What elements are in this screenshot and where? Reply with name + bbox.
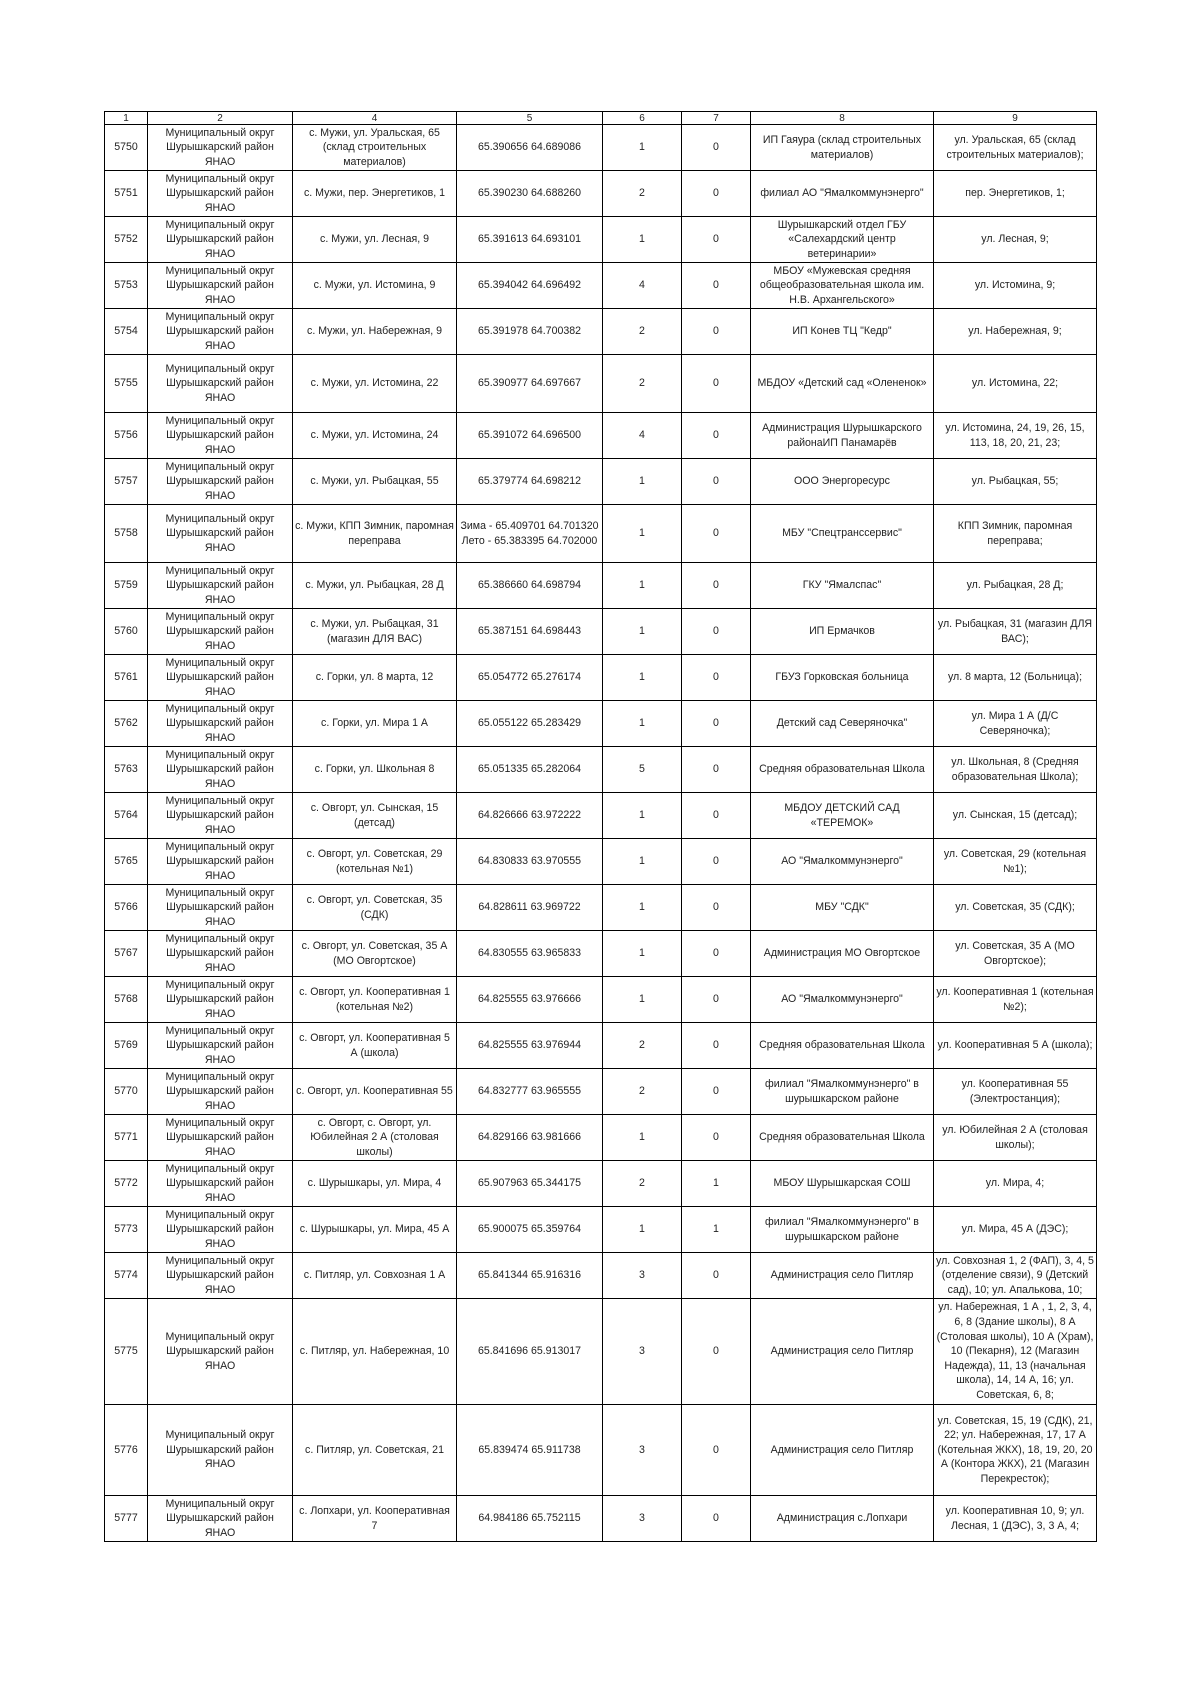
count-cell: 1 <box>603 701 682 747</box>
header-col-8: 8 <box>751 112 934 125</box>
count-cell: 5 <box>603 747 682 793</box>
row-number-cell: 5754 <box>105 309 148 355</box>
address-cell: с. Мужи, ул. Истомина, 24 <box>293 413 457 459</box>
table-row <box>105 977 1097 1023</box>
owner-cell: МБУ "СДК" <box>751 885 934 931</box>
volume-cell: 1 <box>682 1161 751 1207</box>
owner-cell: АО "Ямалкоммунэнерго" <box>751 977 934 1023</box>
coordinates-cell: 64.825555 63.976944 <box>457 1023 603 1069</box>
owner-cell: филиал "Ямалкоммунэнерго" в шурышкарском районе <box>751 1207 934 1253</box>
municipality-cell: Муниципальный округ Шурышкарский район ЯНАО <box>148 977 293 1023</box>
address-cell: с. Овгорт, ул. Кооперативная 1 (котельная №2) <box>293 977 457 1023</box>
municipality-cell: Муниципальный округ Шурышкарский район ЯНАО <box>148 1253 293 1299</box>
table-row <box>105 885 1097 931</box>
row-number-cell: 5775 <box>105 1299 148 1405</box>
coordinates-cell: Зима - 65.409701 64.701320 Лето - 65.383395 64.702000 <box>457 505 603 563</box>
address-cell: с. Овгорт, ул. Кооперативная 55 <box>293 1069 457 1115</box>
address-cell: с. Овгорт, с. Овгорт, ул. Юбилейная 2 А (столовая школы) <box>293 1115 457 1161</box>
address-cell: с. Питляр, ул. Совхозная 1 А <box>293 1253 457 1299</box>
owner-cell: ГКУ "Ямалспас" <box>751 563 934 609</box>
served-objects-cell: ул. Мира, 45 А (ДЭС); <box>934 1207 1097 1253</box>
volume-cell: 0 <box>682 459 751 505</box>
address-cell: с. Мужи, ул. Рыбацкая, 28 Д <box>293 563 457 609</box>
count-cell: 1 <box>603 977 682 1023</box>
coordinates-cell: 64.826666 63.972222 <box>457 793 603 839</box>
municipality-cell: Муниципальный округ Шурышкарский район ЯНАО <box>148 217 293 263</box>
owner-cell: Средняя образовательная Школа <box>751 747 934 793</box>
address-cell: с. Овгорт, ул. Кооперативная 5 А (школа) <box>293 1023 457 1069</box>
municipality-cell: Муниципальный округ Шурышкарский район ЯНАО <box>148 1115 293 1161</box>
row-number-cell: 5772 <box>105 1161 148 1207</box>
served-objects-cell: ул. Советская, 35 А (МО Овгортское); <box>934 931 1097 977</box>
owner-cell: ИП Конев ТЦ "Кедр" <box>751 309 934 355</box>
row-number-cell: 5759 <box>105 563 148 609</box>
address-cell: с. Мужи, ул. Набережная, 9 <box>293 309 457 355</box>
count-cell: 1 <box>603 931 682 977</box>
row-number-cell: 5757 <box>105 459 148 505</box>
table-row <box>105 609 1097 655</box>
count-cell: 1 <box>603 885 682 931</box>
address-cell: с. Шурышкары, ул. Мира, 4 <box>293 1161 457 1207</box>
row-number-cell: 5774 <box>105 1253 148 1299</box>
coordinates-cell: 65.839474 65.911738 <box>457 1405 603 1496</box>
owner-cell: Администрация село Питляр <box>751 1405 934 1496</box>
header-col-4: 4 <box>293 112 457 125</box>
count-cell: 1 <box>603 793 682 839</box>
municipality-cell: Муниципальный округ Шурышкарский район ЯНАО <box>148 1405 293 1496</box>
row-number-cell: 5773 <box>105 1207 148 1253</box>
row-number-cell: 5753 <box>105 263 148 309</box>
coordinates-cell: 65.387151 64.698443 <box>457 609 603 655</box>
owner-cell: филиал "Ямалкоммунэнерго" в шурышкарском районе <box>751 1069 934 1115</box>
table-row <box>105 1299 1097 1405</box>
count-cell: 2 <box>603 309 682 355</box>
served-objects-cell: КПП Зимник, паромная переправа; <box>934 505 1097 563</box>
volume-cell: 0 <box>682 609 751 655</box>
address-cell: с. Мужи, ул. Истомина, 9 <box>293 263 457 309</box>
served-objects-cell: ул. Истомина, 24, 19, 26, 15, 113, 18, 20, 21, 23; <box>934 413 1097 459</box>
volume-cell: 0 <box>682 263 751 309</box>
address-cell: с. Горки, ул. 8 марта, 12 <box>293 655 457 701</box>
served-objects-cell: ул. Сынская, 15 (детсад); <box>934 793 1097 839</box>
volume-cell: 0 <box>682 655 751 701</box>
count-cell: 3 <box>603 1253 682 1299</box>
served-objects-cell: ул. Советская, 29 (котельная №1); <box>934 839 1097 885</box>
count-cell: 3 <box>603 1299 682 1405</box>
count-cell: 2 <box>603 1161 682 1207</box>
row-number-cell: 5764 <box>105 793 148 839</box>
coordinates-cell: 65.391978 64.700382 <box>457 309 603 355</box>
count-cell: 2 <box>603 171 682 217</box>
served-objects-cell: ул. Мира, 4; <box>934 1161 1097 1207</box>
row-number-cell: 5750 <box>105 125 148 171</box>
address-cell: с. Питляр, ул. Советская, 21 <box>293 1405 457 1496</box>
address-cell: с. Овгорт, ул. Советская, 35 А (МО Овгортское) <box>293 931 457 977</box>
count-cell: 4 <box>603 263 682 309</box>
row-number-cell: 5761 <box>105 655 148 701</box>
owner-cell: Администрация село Питляр <box>751 1299 934 1405</box>
volume-cell: 0 <box>682 1023 751 1069</box>
volume-cell: 0 <box>682 1253 751 1299</box>
municipality-cell: Муниципальный округ Шурышкарский район ЯНАО <box>148 931 293 977</box>
municipality-cell: Муниципальный округ Шурышкарский район ЯНАО <box>148 171 293 217</box>
address-cell: с. Мужи, ул. Истомина, 22 <box>293 355 457 413</box>
row-number-cell: 5767 <box>105 931 148 977</box>
address-cell: с. Горки, ул. Мира 1 А <box>293 701 457 747</box>
table-row <box>105 217 1097 263</box>
count-cell: 4 <box>603 413 682 459</box>
volume-cell: 0 <box>682 355 751 413</box>
table-row <box>105 839 1097 885</box>
count-cell: 3 <box>603 1496 682 1542</box>
municipality-cell: Муниципальный округ Шурышкарский район ЯНАО <box>148 309 293 355</box>
served-objects-cell: ул. Советская, 35 (СДК); <box>934 885 1097 931</box>
coordinates-cell: 65.391613 64.693101 <box>457 217 603 263</box>
served-objects-cell: ул. Набережная, 1 А , 1, 2, 3, 4, 6, 8 (Здание школы), 8 А (Столовая школы), 10 А (Храм), 10 (Пекарня), 12 (Магазин Надежда), 11, 13 (начальная школа), 14, 14 А, 16; ул. Советская, 6, 8; <box>934 1299 1097 1405</box>
table-row <box>105 355 1097 413</box>
table-row <box>105 1161 1097 1207</box>
served-objects-cell: ул. 8 марта, 12 (Больница); <box>934 655 1097 701</box>
header-col-5: 5 <box>457 112 603 125</box>
served-objects-cell: ул. Кооперативная 55 (Электростанция); <box>934 1069 1097 1115</box>
coordinates-cell: 64.829166 63.981666 <box>457 1115 603 1161</box>
owner-cell: Шурышкарский отдел ГБУ «Салехардский центр ветеринарии» <box>751 217 934 263</box>
coordinates-cell: 64.830833 63.970555 <box>457 839 603 885</box>
table-row <box>105 747 1097 793</box>
address-cell: с. Лопхари, ул. Кооперативная 7 <box>293 1496 457 1542</box>
served-objects-cell: ул. Юбилейная 2 А (столовая школы); <box>934 1115 1097 1161</box>
volume-cell: 0 <box>682 563 751 609</box>
count-cell: 3 <box>603 1405 682 1496</box>
municipality-cell: Муниципальный округ Шурышкарский район ЯНАО <box>148 1161 293 1207</box>
table-row <box>105 1069 1097 1115</box>
served-objects-cell: ул. Истомина, 22; <box>934 355 1097 413</box>
municipality-cell: Муниципальный округ Шурышкарский район ЯНАО <box>148 1023 293 1069</box>
coordinates-cell: 65.394042 64.696492 <box>457 263 603 309</box>
coordinates-cell: 65.051335 65.282064 <box>457 747 603 793</box>
count-cell: 1 <box>603 505 682 563</box>
volume-cell: 0 <box>682 309 751 355</box>
coordinates-cell: 65.386660 64.698794 <box>457 563 603 609</box>
municipality-cell: Муниципальный округ Шурышкарский район ЯНАО <box>148 563 293 609</box>
count-cell: 1 <box>603 839 682 885</box>
municipality-cell: Муниципальный округ Шурышкарский район ЯНАО <box>148 1069 293 1115</box>
table-row <box>105 1207 1097 1253</box>
served-objects-cell: ул. Набережная, 9; <box>934 309 1097 355</box>
table-row <box>105 171 1097 217</box>
count-cell: 1 <box>603 125 682 171</box>
table-row <box>105 125 1097 171</box>
volume-cell: 0 <box>682 505 751 563</box>
municipality-cell: Муниципальный округ Шурышкарский район ЯНАО <box>148 263 293 309</box>
municipality-cell: Муниципальный округ Шурышкарский район ЯНАО <box>148 413 293 459</box>
municipality-cell: Муниципальный округ Шурышкарский район ЯНАО <box>148 1207 293 1253</box>
address-cell: с. Мужи, ул. Рыбацкая, 55 <box>293 459 457 505</box>
coordinates-cell: 65.900075 65.359764 <box>457 1207 603 1253</box>
owner-cell: ГБУЗ Горковская больница <box>751 655 934 701</box>
coordinates-cell: 64.828611 63.969722 <box>457 885 603 931</box>
row-number-cell: 5758 <box>105 505 148 563</box>
owner-cell: Детский сад Северяночка" <box>751 701 934 747</box>
table-row <box>105 505 1097 563</box>
volume-cell: 0 <box>682 1405 751 1496</box>
coordinates-cell: 65.390977 64.697667 <box>457 355 603 413</box>
owner-cell: Администрация село Питляр <box>751 1253 934 1299</box>
row-number-cell: 5752 <box>105 217 148 263</box>
table-row <box>105 931 1097 977</box>
row-number-cell: 5776 <box>105 1405 148 1496</box>
owner-cell: ООО Энергоресурс <box>751 459 934 505</box>
table-row <box>105 655 1097 701</box>
coordinates-cell: 65.379774 64.698212 <box>457 459 603 505</box>
row-number-cell: 5770 <box>105 1069 148 1115</box>
volume-cell: 0 <box>682 793 751 839</box>
owner-cell: АО "Ямалкоммунэнерго" <box>751 839 934 885</box>
owner-cell: Администрация МО Овгортское <box>751 931 934 977</box>
served-objects-cell: ул. Кооперативная 5 А (школа); <box>934 1023 1097 1069</box>
volume-cell: 0 <box>682 977 751 1023</box>
coordinates-cell: 65.390230 64.688260 <box>457 171 603 217</box>
table-row <box>105 1405 1097 1496</box>
owner-cell: МБОУ «Мужевская средняя общеобразовательная школа им. Н.В. Архангельского» <box>751 263 934 309</box>
served-objects-cell: ул. Рыбацкая, 55; <box>934 459 1097 505</box>
coordinates-cell: 64.832777 63.965555 <box>457 1069 603 1115</box>
coordinates-cell: 64.830555 63.965833 <box>457 931 603 977</box>
municipality-cell: Муниципальный округ Шурышкарский район ЯНАО <box>148 747 293 793</box>
owner-cell: МБДОУ ДЕТСКИЙ САД «ТЕРЕМОК» <box>751 793 934 839</box>
coordinates-cell: 65.391072 64.696500 <box>457 413 603 459</box>
count-cell: 1 <box>603 563 682 609</box>
count-cell: 2 <box>603 1023 682 1069</box>
address-cell: с. Мужи, ул. Уральская, 65 (склад строительных материалов) <box>293 125 457 171</box>
table-row <box>105 263 1097 309</box>
row-number-cell: 5763 <box>105 747 148 793</box>
municipality-cell: Муниципальный округ Шурышкарский район ЯНАО <box>148 1496 293 1542</box>
volume-cell: 0 <box>682 747 751 793</box>
volume-cell: 0 <box>682 1069 751 1115</box>
count-cell: 1 <box>603 459 682 505</box>
header-col-7: 7 <box>682 112 751 125</box>
coordinates-cell: 65.054772 65.276174 <box>457 655 603 701</box>
count-cell: 1 <box>603 1115 682 1161</box>
count-cell: 1 <box>603 1207 682 1253</box>
address-cell: с. Овгорт, ул. Сынская, 15 (детсад) <box>293 793 457 839</box>
table-row <box>105 1496 1097 1542</box>
address-cell: с. Овгорт, ул. Советская, 29 (котельная №1) <box>293 839 457 885</box>
municipality-cell: Муниципальный округ Шурышкарский район ЯНАО <box>148 609 293 655</box>
owner-cell: МБДОУ «Детский сад «Олененок» <box>751 355 934 413</box>
volume-cell: 0 <box>682 1496 751 1542</box>
coordinates-cell: 65.841344 65.916316 <box>457 1253 603 1299</box>
row-number-cell: 5768 <box>105 977 148 1023</box>
served-objects-cell: ул. Кооперативная 10, 9; ул. Лесная, 1 (ДЭС), 3, 3 А, 4; <box>934 1496 1097 1542</box>
row-number-cell: 5769 <box>105 1023 148 1069</box>
coordinates-cell: 64.984186 65.752115 <box>457 1496 603 1542</box>
address-cell: с. Мужи, ул. Лесная, 9 <box>293 217 457 263</box>
container-sites-table <box>104 111 1097 1542</box>
owner-cell: Средняя образовательная Школа <box>751 1023 934 1069</box>
row-number-cell: 5762 <box>105 701 148 747</box>
served-objects-cell: ул. Рыбацкая, 31 (магазин ДЛЯ ВАС); <box>934 609 1097 655</box>
table-row <box>105 701 1097 747</box>
owner-cell: филиал АО "Ямалкоммунэнерго" <box>751 171 934 217</box>
address-cell: с. Питляр, ул. Набережная, 10 <box>293 1299 457 1405</box>
owner-cell: ИП Гаяура (склад строительных материалов) <box>751 125 934 171</box>
volume-cell: 0 <box>682 931 751 977</box>
table-row <box>105 793 1097 839</box>
header-col-6: 6 <box>603 112 682 125</box>
served-objects-cell: ул. Кооперативная 1 (котельная №2); <box>934 977 1097 1023</box>
count-cell: 1 <box>603 217 682 263</box>
header-col-9: 9 <box>934 112 1097 125</box>
served-objects-cell: ул. Школьная, 8 (Средняя образовательная Школа); <box>934 747 1097 793</box>
row-number-cell: 5760 <box>105 609 148 655</box>
count-cell: 1 <box>603 609 682 655</box>
address-cell: с. Горки, ул. Школьная 8 <box>293 747 457 793</box>
served-objects-cell: пер. Энергетиков, 1; <box>934 171 1097 217</box>
table-row <box>105 1253 1097 1299</box>
row-number-cell: 5765 <box>105 839 148 885</box>
row-number-cell: 5755 <box>105 355 148 413</box>
owner-cell: МБОУ Шурышкарская СОШ <box>751 1161 934 1207</box>
volume-cell: 0 <box>682 217 751 263</box>
table-row <box>105 309 1097 355</box>
volume-cell: 0 <box>682 171 751 217</box>
owner-cell: ИП Ермачков <box>751 609 934 655</box>
row-number-cell: 5766 <box>105 885 148 931</box>
municipality-cell: Муниципальный округ Шурышкарский район ЯНАО <box>148 1299 293 1405</box>
served-objects-cell: ул. Уральская, 65 (склад строительных материалов); <box>934 125 1097 171</box>
served-objects-cell: ул. Мира 1 А (Д/С Северяночка); <box>934 701 1097 747</box>
table-row <box>105 413 1097 459</box>
count-cell: 1 <box>603 655 682 701</box>
header-row <box>105 112 1097 125</box>
municipality-cell: Муниципальный округ Шурышкарский район ЯНАО <box>148 655 293 701</box>
served-objects-cell: ул. Советская, 15, 19 (СДК), 21, 22; ул. Набережная, 17, 17 А (Котельная ЖКХ), 18, 19, 20, 20 А (Контора ЖКХ), 21 (Магазин Перекресток); <box>934 1405 1097 1496</box>
volume-cell: 1 <box>682 1207 751 1253</box>
owner-cell: Администрация с.Лопхари <box>751 1496 934 1542</box>
municipality-cell: Муниципальный округ Шурышкарский район ЯНАО <box>148 839 293 885</box>
served-objects-cell: ул. Совхозная 1, 2 (ФАП), 3, 4, 5 (отделение связи), 9 (Детский сад), 10; ул. Апалькова, 10; <box>934 1253 1097 1299</box>
volume-cell: 0 <box>682 413 751 459</box>
volume-cell: 0 <box>682 839 751 885</box>
address-cell: с. Овгорт, ул. Советская, 35 (СДК) <box>293 885 457 931</box>
header-col-2: 2 <box>148 112 293 125</box>
coordinates-cell: 65.841696 65.913017 <box>457 1299 603 1405</box>
volume-cell: 0 <box>682 701 751 747</box>
served-objects-cell: ул. Истомина, 9; <box>934 263 1097 309</box>
volume-cell: 0 <box>682 1299 751 1405</box>
row-number-cell: 5751 <box>105 171 148 217</box>
municipality-cell: Муниципальный округ Шурышкарский район ЯНАО <box>148 505 293 563</box>
municipality-cell: Муниципальный округ Шурышкарский район ЯНАО <box>148 701 293 747</box>
coordinates-cell: 65.907963 65.344175 <box>457 1161 603 1207</box>
table-row <box>105 1115 1097 1161</box>
volume-cell: 0 <box>682 125 751 171</box>
address-cell: с. Мужи, пер. Энергетиков, 1 <box>293 171 457 217</box>
address-cell: с. Мужи, ул. Рыбацкая, 31 (магазин ДЛЯ ВАС) <box>293 609 457 655</box>
row-number-cell: 5777 <box>105 1496 148 1542</box>
municipality-cell: Муниципальный округ Шурышкарский район ЯНАО <box>148 793 293 839</box>
row-number-cell: 5771 <box>105 1115 148 1161</box>
count-cell: 2 <box>603 355 682 413</box>
coordinates-cell: 65.055122 65.283429 <box>457 701 603 747</box>
table-row <box>105 1023 1097 1069</box>
coordinates-cell: 64.825555 63.976666 <box>457 977 603 1023</box>
table-row <box>105 563 1097 609</box>
table-body <box>105 125 1097 1542</box>
register-sheet <box>104 111 1096 1542</box>
table-row <box>105 459 1097 505</box>
count-cell: 2 <box>603 1069 682 1115</box>
row-number-cell: 5756 <box>105 413 148 459</box>
municipality-cell: Муниципальный округ Шурышкарский район ЯНАО <box>148 355 293 413</box>
volume-cell: 0 <box>682 885 751 931</box>
address-cell: с. Шурышкары, ул. Мира, 45 А <box>293 1207 457 1253</box>
header-col-1: 1 <box>105 112 148 125</box>
address-cell: с. Мужи, КПП Зимник, паромная переправа <box>293 505 457 563</box>
owner-cell: Средняя образовательная Школа <box>751 1115 934 1161</box>
municipality-cell: Муниципальный округ Шурышкарский район ЯНАО <box>148 885 293 931</box>
coordinates-cell: 65.390656 64.689086 <box>457 125 603 171</box>
owner-cell: Администрация Шурышкарского районаИП Панамарёв <box>751 413 934 459</box>
municipality-cell: Муниципальный округ Шурышкарский район ЯНАО <box>148 459 293 505</box>
served-objects-cell: ул. Рыбацкая, 28 Д; <box>934 563 1097 609</box>
served-objects-cell: ул. Лесная, 9; <box>934 217 1097 263</box>
municipality-cell: Муниципальный округ Шурышкарский район ЯНАО <box>148 125 293 171</box>
volume-cell: 0 <box>682 1115 751 1161</box>
owner-cell: МБУ "Спецтранссервис" <box>751 505 934 563</box>
